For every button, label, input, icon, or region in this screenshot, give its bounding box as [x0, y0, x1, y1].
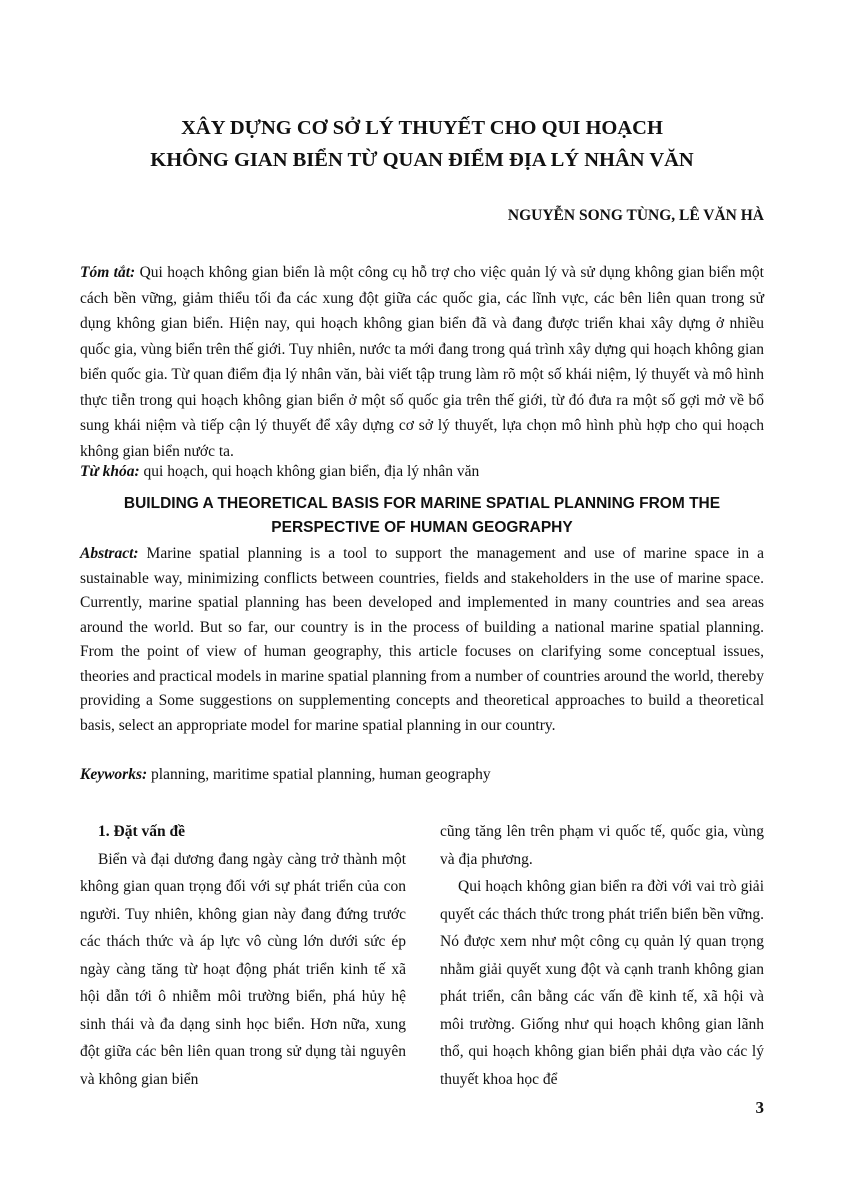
keywords-en — [80, 763, 764, 788]
keywords-en-label: Keyworks: — [80, 766, 148, 783]
abstract-vi-text: Qui hoạch không gian biển là một công cụ hỗ trợ cho việc quản lý và sử dụng không gian biển một cách bền vững, giảm thiểu tối đa các xung đột giữa các quốc gia, các lĩnh vực, các bên liên quan trong sử dụng không gian biển. Hiện nay, qui hoạch không gian biển đã và đang được triển khai xây dựng ở nhiều quốc gia, vùng biển trên thế giới. Tuy nhiên, nước ta mới đang trong quá trình xây dựng qui hoạch không gian biển quốc gia. Từ quan điểm địa lý nhân văn, bài viết tập trung làm rõ một số khái niệm, lý thuyết và mô hình thực tiễn trong qui hoạch không gian biển ở một số quốc gia trên thế giới, từ đó đưa ra một số gợi mở về bổ sung khái niệm và tiếp cận lý thuyết để xây dựng cơ sở lý thuyết, lựa chọn mô hình phù hợp cho qui hoạch không gian biển nước ta. — [80, 264, 764, 460]
paper-title-en-line2: PERSPECTIVE OF HUMAN GEOGRAPHY — [271, 519, 573, 536]
keywords-vi-label: Từ khóa: — [80, 463, 140, 480]
abstract-en — [80, 542, 764, 738]
body-paragraph-continued: cũng tăng lên trên phạm vi quốc tế, quốc gia, vùng và địa phương. — [440, 823, 764, 868]
section-heading: 1. Đặt vấn đề — [98, 823, 185, 840]
keywords-en-text: planning, maritime spatial planning, human geography — [147, 766, 491, 783]
author-list: NGUYỄN SONG TÙNG, LÊ VĂN HÀ — [507, 207, 764, 224]
body-columns — [80, 818, 764, 1093]
body-column-left — [80, 818, 406, 1093]
paper-title-vi-line2: KHÔNG GIAN BIỂN TỪ QUAN ĐIỂM ĐỊA LÝ NHÂN VĂN — [150, 149, 694, 171]
body-column-right — [440, 818, 764, 1093]
abstract-vi — [80, 260, 764, 464]
page-number: 3 — [755, 1098, 764, 1117]
paper-title-en — [80, 492, 764, 540]
body-paragraph: Biển và đại dương đang ngày càng trở thành một không gian quan trọng đối với sự phát triển của con người. Tuy nhiên, không gian này đang đứng trước các thách thức và áp lực vô cùng lớn dưới sức ép ngày càng tăng từ hoạt động phát triển kinh tế xã hội dẫn tới ô nhiễm môi trường biển, phá hủy hệ sinh thái và đa dạng sinh học biển. Hơn nữa, xung đột giữa các bên liên quan trong sử dụng tài nguyên và không gian biển — [80, 850, 406, 1088]
body-paragraph: Qui hoạch không gian biển ra đời với vai trò giải quyết các thách thức trong phát triển biển bền vững. Nó được xem như một công cụ quản lý quan trọng nhằm giải quyết xung đột và cạnh tranh không gian phát triển, cân bằng các vấn đề kinh tế, xã hội và môi trường. Giống như qui hoạch không gian lãnh thổ, qui hoạch không gian biển phải dựa vào các lý thuyết khoa học để — [440, 878, 764, 1088]
keywords-vi-text: qui hoạch, qui hoạch không gian biển, địa lý nhân văn — [139, 463, 480, 480]
paper-title-en-line1: BUILDING A THEORETICAL BASIS FOR MARINE SPATIAL PLANNING FROM THE — [123, 495, 721, 512]
paper-title-vi — [80, 112, 764, 176]
abstract-vi-label: Tóm tắt: — [80, 264, 136, 281]
keywords-vi — [80, 459, 764, 485]
abstract-en-label: Abstract: — [80, 545, 139, 562]
paper-title-vi-line1: XÂY DỰNG CƠ SỞ LÝ THUYẾT CHO QUI HOẠCH — [181, 117, 663, 139]
abstract-en-text: Marine spatial planning is a tool to support the management and use of marine space in a sustainable way, minimizing conflicts between countries, fields and stakeholders in the use of marine space. Currently, marine spatial planning has been developed and implemented in many countries and sea areas around the world. But so far, our country is in the process of building a national marine spatial planning. From the point of view of human geography, this article focuses on clarifying some conceptual issues, theories and practical models in marine spatial planning from a number of countries around the world, thereby providing a Some suggestions on supplementing concepts and theoretical approaches to build a theoretical basis, select an appropriate model for marine spatial planning in our country. — [80, 545, 764, 734]
paper-page — [80, 0, 764, 1192]
